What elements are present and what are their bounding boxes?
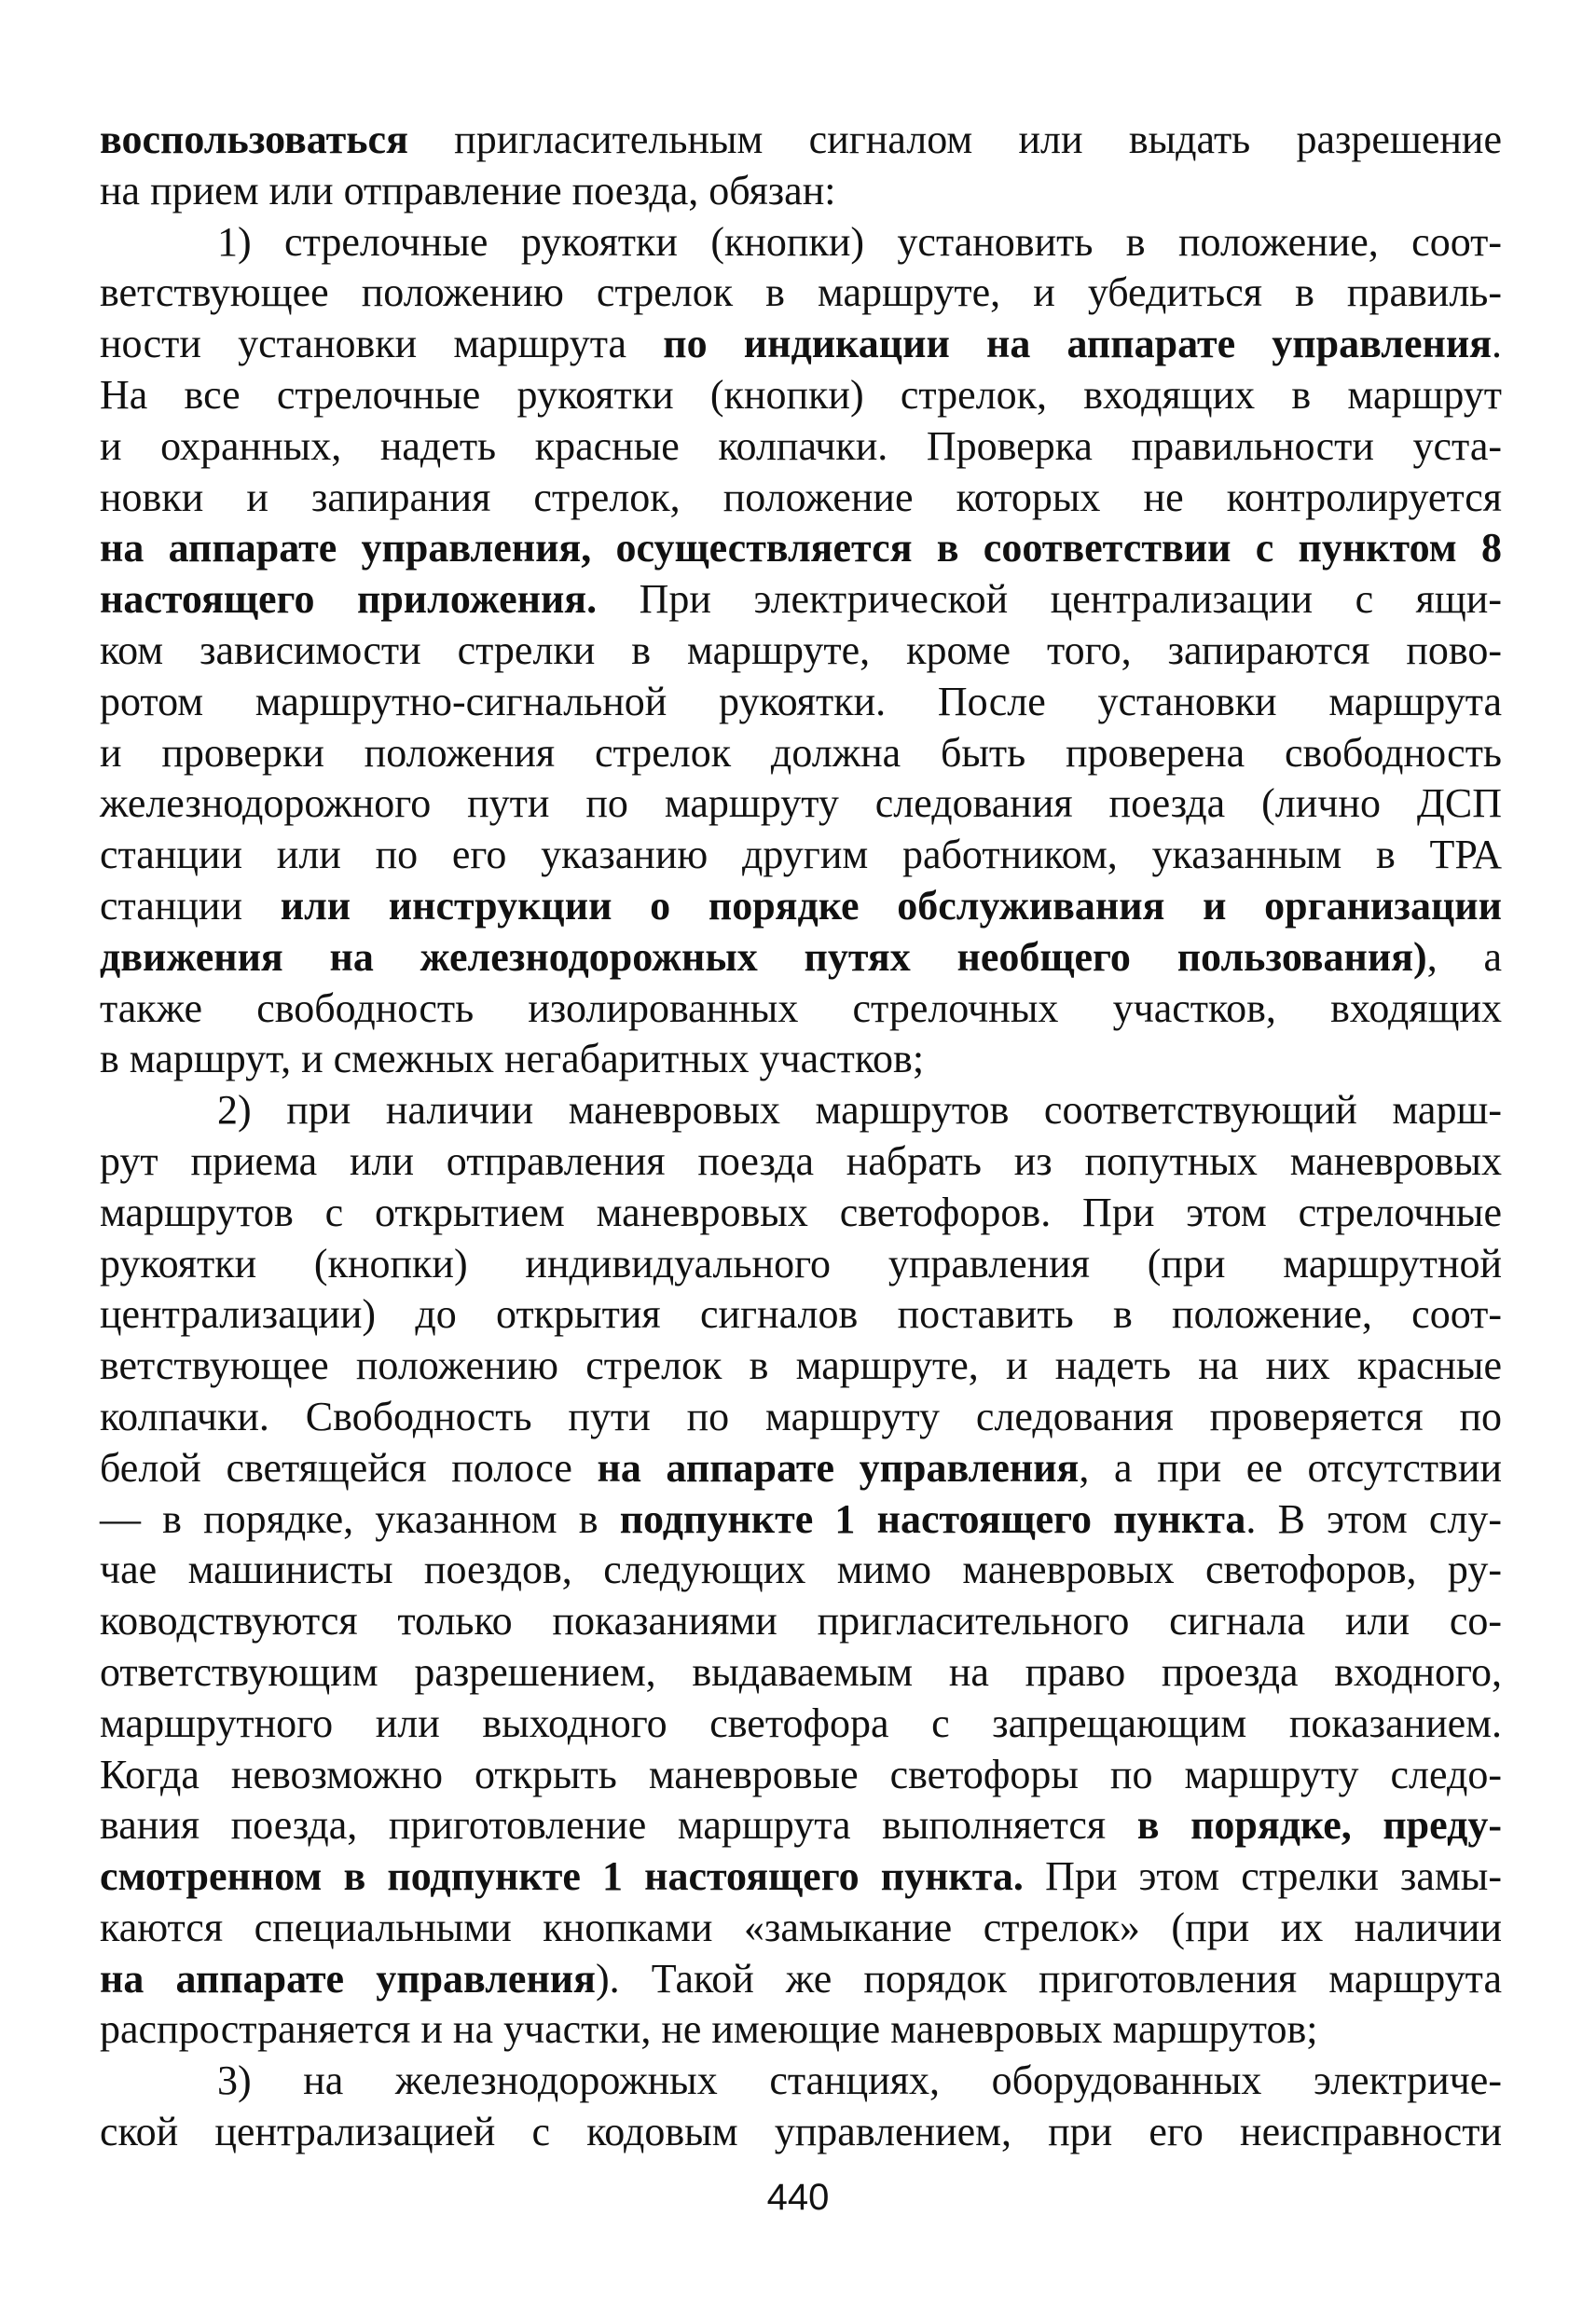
text-line [100,2107,1502,2158]
text-line [100,1851,1502,1903]
text-line [100,626,1502,677]
text-line [100,1903,1502,1954]
text-line [100,1699,1502,1750]
text-line [100,677,1502,728]
text-line [100,830,1502,881]
text-run: вания поезда, приготовление маршрута выполняется [100,1802,1137,1849]
text-run: чае машинисты поездов, следующих мимо маневровых светофоров, ру- [100,1547,1502,1593]
bold-text: подпункте 1 настоящего пункта [619,1495,1246,1542]
text-line [100,2004,1502,2056]
bold-text: смотренном в подпункте 1 настоящего пункта. [100,1853,1024,1900]
text-run: , а [1426,933,1503,980]
page-number: 440 [766,2177,830,2218]
text-run: ской централизацией с кодовым управлением, при его неисправности [100,2109,1502,2155]
text-run: ответствующим разрешением, выдаваемым на право проезда входного, [100,1648,1502,1695]
text-line [100,523,1502,574]
text-line [100,1800,1502,1851]
text-run: станции или по его указанию другим работником, указанным в ТРА [100,832,1502,878]
text-run: ). Такой же порядок приготовления маршрута [595,1955,1502,2002]
bold-text: или инструкции о порядке обслуживания и организации [280,882,1503,929]
text-run: рут приема или отправления поезда набрать из попутных маневровых [100,1137,1502,1184]
text-run: маршрутного или выходного светофора с запрещающим показанием. [100,1700,1502,1746]
text-line [100,1443,1502,1494]
text-line [100,1494,1502,1546]
text-line [100,1239,1502,1290]
text-line [100,1136,1502,1188]
text-line [100,574,1502,626]
text-line [100,319,1502,370]
text-run: железнодорожного пути по маршруту следования поезда (лично ДСП [100,780,1502,827]
text-line [100,881,1502,932]
text-run: станции [100,882,281,929]
bold-text: на аппарате управления, осуществляется в соответствии с пунктом 8 [100,525,1502,571]
text-line [100,1750,1502,1801]
bold-text: на аппарате управления [100,1955,596,2002]
text-line [100,217,1502,268]
text-run: ротом маршрутно-сигнальной рукоятки. После установки маршрута [100,678,1502,724]
text-run: , а при ее отсутствии [1079,1444,1502,1491]
text-run: ветствующее положению стрелок в маршруте, и надеть на них красные [100,1342,1502,1389]
text-run: централизации) до открытия сигналов поставить в положение, соот- [100,1291,1502,1338]
text-line [100,1188,1502,1239]
text-line [100,1034,1502,1085]
text-run: каются специальными кнопками «замыкание стрелок» (при их наличии [100,1904,1502,1950]
text-run: 3) на железнодорожных станциях, оборудованных электриче- [217,2057,1502,2104]
text-run: ветствующее положению стрелок в маршруте, и убедиться в правиль- [100,269,1502,316]
text-run: распространяется и на участки, не имеющие маневровых маршрутов; [100,2006,1318,2053]
text-run: ком зависимости стрелки в маршруте, кроме того, запираются пово- [100,626,1502,673]
text-run: . В этом слу- [1245,1495,1502,1542]
text-run: При этом стрелки замы- [1023,1853,1502,1900]
text-run: и проверки положения стрелок должна быть проверена свободность [100,729,1502,776]
text-line [100,778,1502,830]
bold-text: настоящего приложения. [100,576,598,623]
text-run: и охранных, надеть красные колпачки. Проверка правильности уста- [100,422,1502,469]
text-line [100,1545,1502,1596]
text-run: ности установки маршрута [100,321,664,367]
text-run: 2) при наличии маневровых маршрутов соответствующий марш- [217,1087,1502,1134]
text-line [100,1289,1502,1341]
text-line [100,1085,1502,1136]
text-run: При электрической централизации с ящи- [597,576,1502,623]
text-line [100,1392,1502,1443]
bold-text: на аппарате управления [597,1444,1080,1491]
text-line [100,2056,1502,2107]
bold-text: движения на железнодорожных путях необщего пользования) [100,933,1427,980]
text-line [100,370,1502,421]
text-line [100,1596,1502,1647]
text-line [100,932,1502,984]
text-run: 1) стрелочные рукоятки (кнопки) установить в положение, соот- [217,218,1502,265]
text-run: маршрутов с открытием маневровых светофоров. При этом стрелочные [100,1189,1502,1235]
text-line [100,473,1502,524]
text-run: новки и запирания стрелок, положение которых не контролируется [100,474,1502,520]
text-line [100,1341,1502,1392]
text-run: также свободность изолированных стрелочных участков, входящих [100,984,1502,1031]
body-text [100,115,1502,2158]
text-run: колпачки. Свободность пути по маршруту следования проверяется по [100,1393,1502,1439]
text-line [100,728,1502,779]
bold-text: в порядке, преду- [1136,1802,1502,1849]
text-line [100,268,1502,319]
text-run: в маршрут, и смежных негабаритных участков; [100,1036,925,1082]
bold-text: по индикации на аппарате управления [663,321,1492,367]
text-line [100,984,1502,1035]
text-run: На все стрелочные рукоятки (кнопки) стрелок, входящих в маршрут [100,371,1502,418]
text-run: белой светящейся полосе [100,1444,598,1491]
text-run: Когда невозможно открыть маневровые светофоры по маршруту следо- [100,1751,1502,1797]
text-run: ководствуются только показаниями пригласительного сигнала или со- [100,1598,1502,1645]
text-run: рукоятки (кнопки) индивидуального управления (при маршрутной [100,1240,1502,1287]
text-line [100,421,1502,473]
text-line [100,115,1502,166]
text-line [100,166,1502,217]
text-run: пригласительным сигналом или выдать разрешение [407,117,1502,162]
text-run: . [1492,321,1502,367]
text-run: — в порядке, указанном в [100,1495,620,1542]
text-line [100,1647,1502,1699]
text-run: на прием или отправление поезда, обязан: [100,167,836,213]
text-line [100,1954,1502,2005]
bold-text: воспользоваться [100,117,408,162]
